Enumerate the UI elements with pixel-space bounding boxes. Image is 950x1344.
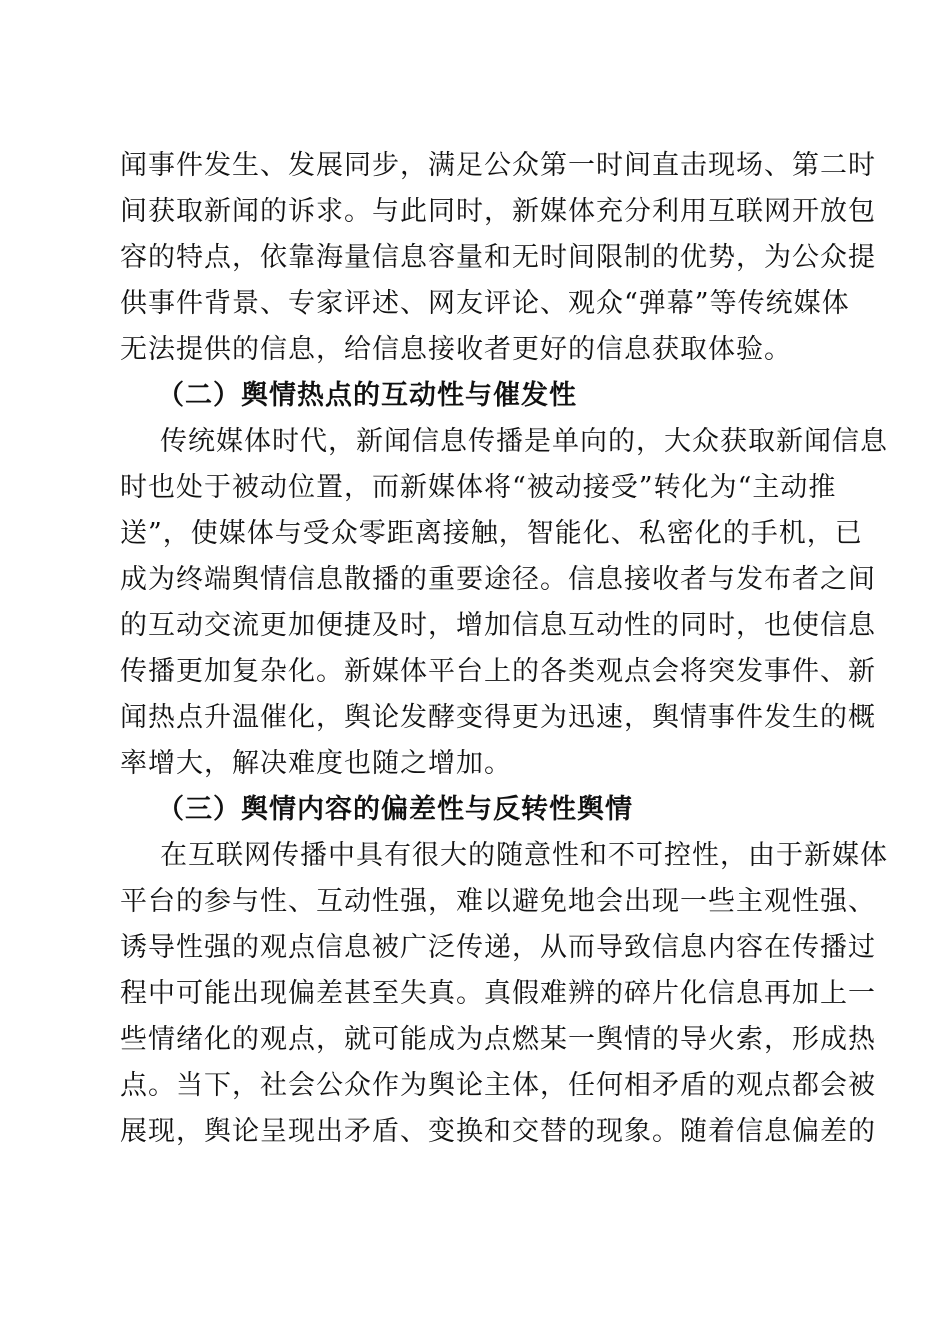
text-line: 在互联网传播中具有很大的随意性和不可控性，由于新媒体 [160, 840, 888, 871]
paragraph-1 [120, 143, 876, 373]
text-line: 的互动交流更加便捷及时，增加信息互动性的同时，也使信息 [120, 610, 876, 641]
text-line: 点。当下，社会公众作为舆论主体，任何相矛盾的观点都会被 [120, 1070, 876, 1101]
text-line: 送”，使媒体与受众零距离接触，智能化、私密化的手机，已 [120, 518, 863, 549]
paragraph-2 [120, 419, 888, 787]
text-line: 成为终端舆情信息散播的重要途径。信息接收者与发布者之间 [120, 564, 876, 595]
text-line: 容的特点，依靠海量信息容量和无时间限制的优势，为公众提 [120, 242, 876, 273]
text-line: 些情绪化的观点，就可能成为点燃某一舆情的导火索，形成热 [120, 1024, 876, 1055]
section-heading-2: （二）舆情热点的互动性与催发性 [157, 380, 577, 411]
text-line: 间获取新闻的诉求。与此同时，新媒体充分利用互联网开放包 [120, 196, 876, 227]
text-line: 平台的参与性、互动性强，难以避免地会出现一些主观性强、 [120, 886, 876, 917]
text-line: 诱导性强的观点信息被广泛传递，从而导致信息内容在传播过 [120, 932, 876, 963]
text-line: 传统媒体时代，新闻信息传播是单向的，大众获取新闻信息 [160, 426, 888, 457]
text-line: 程中可能出现偏差甚至失真。真假难辨的碎片化信息再加上一 [120, 978, 876, 1009]
text-line: 展现，舆论呈现出矛盾、变换和交替的现象。随着信息偏差的 [120, 1116, 876, 1147]
paragraph-3 [120, 833, 888, 1155]
text-line: 闻事件发生、发展同步，满足公众第一时间直击现场、第二时 [120, 150, 876, 181]
text-line: 闻热点升温催化，舆论发酵变得更为迅速，舆情事件发生的概 [120, 702, 876, 733]
document-page [120, 143, 888, 1155]
text-line: 传播更加复杂化。新媒体平台上的各类观点会将突发事件、新 [120, 656, 876, 687]
text-line: 率增大，解决难度也随之增加。 [120, 748, 512, 779]
text-line: 时也处于被动位置，而新媒体将“被动接受”转化为“主动推 [120, 472, 837, 503]
text-line: 无法提供的信息，给信息接收者更好的信息获取体验。 [120, 334, 792, 365]
text-line: 供事件背景、专家评述、网友评论、观众“弹幕”等传统媒体 [120, 288, 850, 319]
section-heading-3: （三）舆情内容的偏差性与反转性舆情 [157, 794, 633, 825]
